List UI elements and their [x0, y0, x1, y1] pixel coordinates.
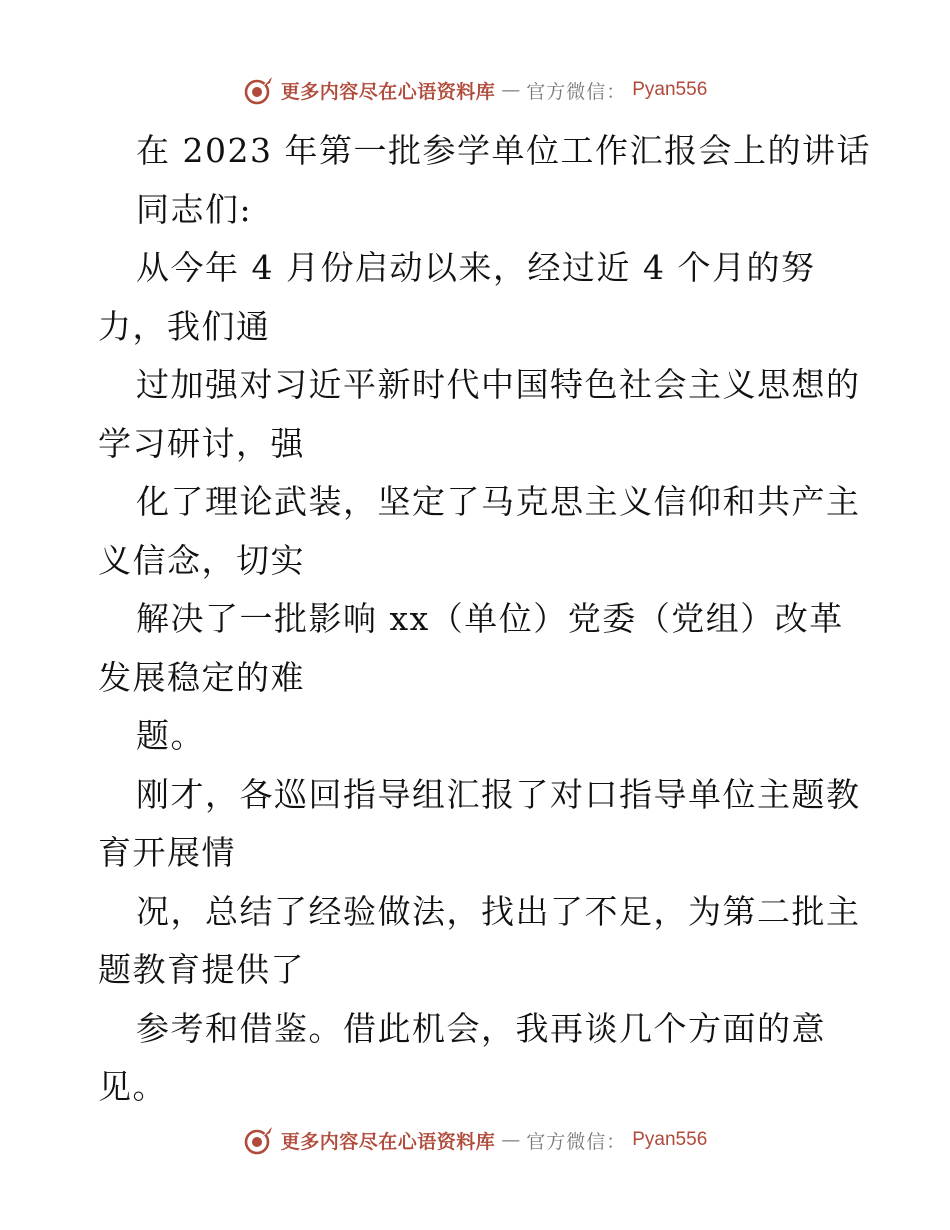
footer-banner-content	[243, 1124, 708, 1156]
document-line: 刚才，各巡回指导组汇报了对口指导单位主题教	[136, 774, 861, 814]
document-line: 育开展情	[98, 833, 236, 872]
header-wechat-id: Pyan556	[632, 79, 708, 100]
document-line: 发展稳定的难	[98, 657, 305, 697]
document-line: 在 2023 年第一批参学单位工作汇报会上的讲话	[136, 131, 871, 170]
document-line: 义信念，切实	[98, 540, 305, 580]
document-line: 从今年 4 月份启动以来，经过近 4 个月的努	[136, 248, 816, 287]
document-line: 学习研讨，强	[98, 423, 305, 463]
document-line: 化了理论武装，坚定了马克思主义信仰和共产主	[136, 482, 861, 521]
document-line: 题。	[136, 716, 205, 755]
document-line: 题教育提供了	[98, 950, 305, 989]
document-line: 力，我们通	[98, 306, 271, 346]
footer-banner-dash: —	[501, 1129, 521, 1151]
document-line: 解决了一批影响 xx（单位）党委（党组）改革	[136, 599, 844, 638]
document-line: 况，总结了经验做法，找出了不足，为第二批主	[136, 891, 861, 931]
document-line: 同志们:	[136, 189, 253, 229]
header-banner-text: 更多内容尽在心语资料库	[280, 80, 496, 103]
footer-wechat-id: Pyan556	[632, 1129, 708, 1150]
quill-logo-icon	[243, 74, 275, 106]
document-line: 过加强对习近平新时代中国特色社会主义思想的	[136, 365, 861, 404]
header-banner-dash: —	[501, 79, 521, 101]
document-line: 参考和借鉴。借此机会，我再谈几个方面的意	[136, 1008, 826, 1048]
footer-banner-text: 更多内容尽在心语资料库	[280, 1130, 496, 1153]
header-banner	[0, 70, 950, 110]
document-body	[98, 122, 871, 1117]
header-wechat-label: 官方微信：	[526, 80, 627, 103]
footer-wechat-label: 官方微信：	[526, 1130, 627, 1153]
header-banner-content	[243, 74, 708, 106]
quill-logo-icon	[243, 1124, 275, 1156]
document-line: 见。	[98, 1067, 167, 1106]
footer-banner	[0, 1120, 950, 1160]
